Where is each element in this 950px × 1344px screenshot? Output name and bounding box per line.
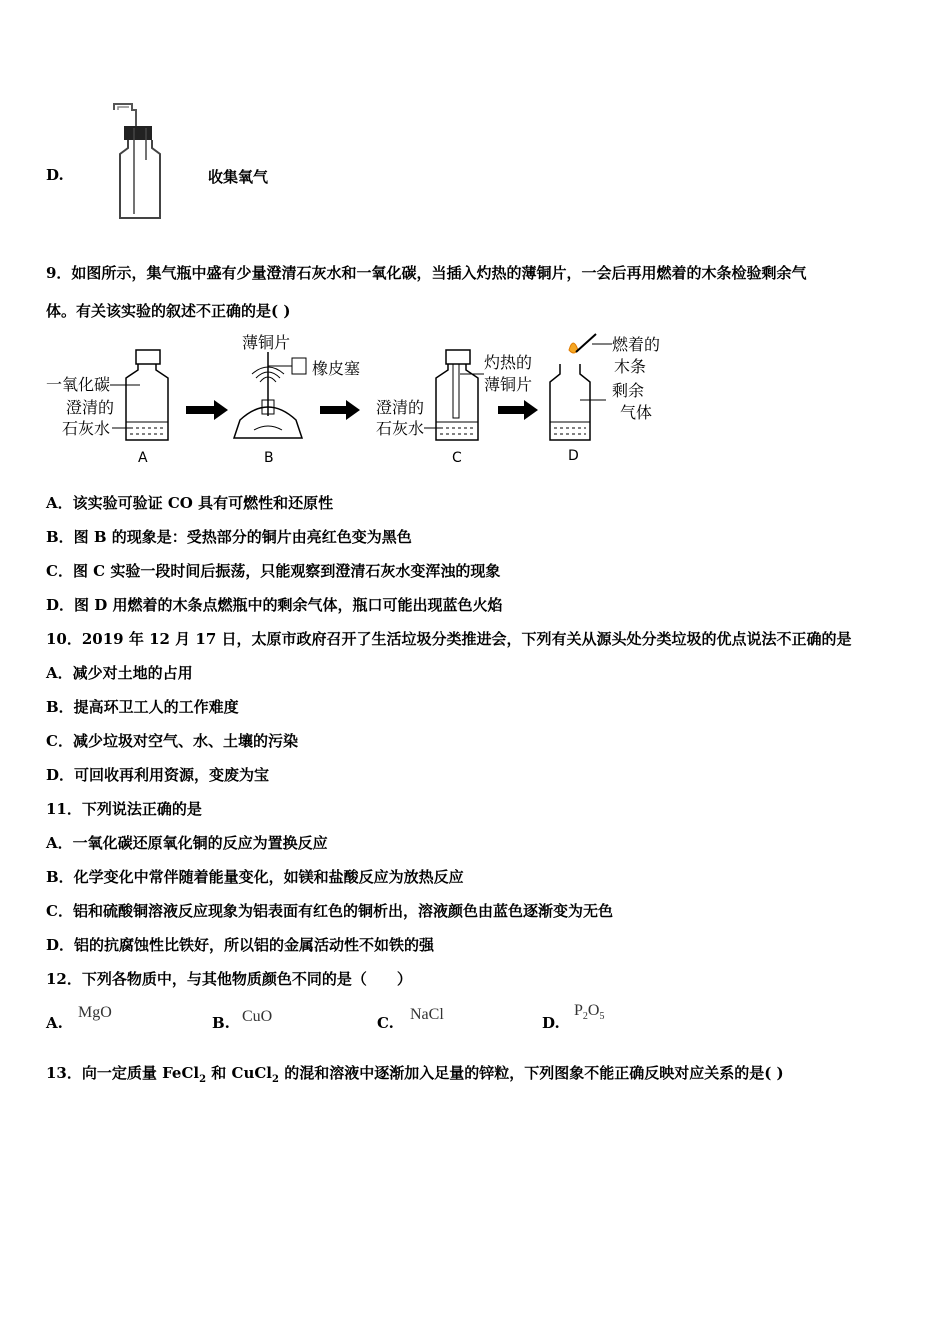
burner-b <box>234 352 306 438</box>
q10-stem: 10．2019 年 12 月 17 日，太原市政府召开了生活垃圾分类推进会，下列有关从源头处分类垃圾的优点说法不正确的是 <box>46 630 852 648</box>
q10-option-a: A．减少对土地的占用 <box>46 664 193 682</box>
gas-bottle-figure <box>100 100 180 225</box>
q8-option-d-label: D. <box>46 166 64 184</box>
caption-c: C <box>452 450 462 466</box>
q9-option-c: C．图 C 实验一段时间后振荡，只能观察到澄清石灰水变浑浊的现象 <box>46 562 501 580</box>
a-label-limewater: 石灰水 <box>62 419 111 438</box>
q12-option-b-formula: CuO <box>242 1008 273 1025</box>
caption-d: D <box>568 448 579 464</box>
q12-option-b-label: B. <box>212 1014 230 1032</box>
d-label-gas: 气体 <box>620 403 653 422</box>
q12-option-d-label: D. <box>542 1014 560 1032</box>
c-label-limewater: 石灰水 <box>376 419 425 438</box>
arrow-1 <box>186 400 228 420</box>
q9-option-d: D．图 D 用燃着的木条点燃瓶中的剩余气体，瓶口可能出现蓝色火焰 <box>46 596 503 614</box>
q9-option-b: B．图 B 的现象是：受热部分的铜片由亮红色变为黑色 <box>46 528 412 546</box>
b-label-copper: 薄铜片 <box>242 333 291 352</box>
q12-option-c-label: C. <box>377 1014 394 1032</box>
bottle-a <box>110 350 168 440</box>
q10-option-d: D．可回收再利用资源，变废为宝 <box>46 766 270 784</box>
arrow-3 <box>498 400 538 420</box>
q10-option-c: C．减少垃圾对空气、水、土壤的污染 <box>46 732 298 750</box>
q11-stem: 11．下列说法正确的是 <box>46 800 202 818</box>
q11-option-b: B．化学变化中常伴随着能量变化，如镁和盐酸反应为放热反应 <box>46 868 464 886</box>
c-label-hot: 灼热的 <box>484 353 533 372</box>
q12-option-c-formula: NaCl <box>410 1006 444 1023</box>
c-label-copper: 薄铜片 <box>484 375 533 394</box>
q11-option-d: D．铝的抗腐蚀性比铁好，所以铝的金属活动性不如铁的强 <box>46 936 435 954</box>
a-label-clear: 澄清的 <box>66 398 115 417</box>
a-label-co: 一氧化碳 <box>46 375 111 394</box>
q12-option-a-formula: MgO <box>78 1004 112 1021</box>
bottle-d <box>550 334 612 440</box>
caption-b: B <box>264 450 274 466</box>
d-label-remaining: 剩余 <box>612 381 645 400</box>
q11-option-c: C．铝和硫酸铜溶液反应现象为铝表面有红色的铜析出，溶液颜色由蓝色逐渐变为无色 <box>46 902 613 920</box>
c-label-clear: 澄清的 <box>376 398 425 417</box>
arrow-2 <box>320 400 360 420</box>
d-label-stick: 木条 <box>614 357 647 376</box>
q8-option-d-text: 收集氧气 <box>208 168 269 186</box>
q12-stem: 12．下列各物质中，与其他物质颜色不同的是（ ） <box>46 970 412 988</box>
q13-stem: 13．向一定质量 FeCl$_2$ 和 CuCl$_2$ 的混和溶液中逐渐加入足量的锌粒，下列图象不能正确反映对应关系的是( ) <box>46 1064 784 1085</box>
q9-option-a: A．该实验可验证 CO 具有可燃性和还原性 <box>46 494 334 512</box>
caption-a: A <box>138 450 148 466</box>
bottle-c <box>424 350 484 440</box>
q9-stem-line1: 9．如图所示，集气瓶中盛有少量澄清石灰水和一氧化碳，当插入灼热的薄铜片，一会后再用燃着的木条检验剩余气 <box>46 264 807 282</box>
q10-option-b: B．提高环卫工人的工作难度 <box>46 698 239 716</box>
d-label-burning: 燃着的 <box>612 335 661 354</box>
q11-option-a: A．一氧化碳还原氧化铜的反应为置换反应 <box>46 834 328 852</box>
q12-option-d-formula: $P_2O_5$ <box>574 1002 605 1023</box>
q9-stem-line2: 体。有关该实验的叙述不正确的是( ) <box>46 302 291 320</box>
b-label-stopper: 橡皮塞 <box>312 359 361 378</box>
q9-experiment-figure <box>40 330 680 470</box>
q12-option-a-label: A. <box>46 1014 63 1032</box>
